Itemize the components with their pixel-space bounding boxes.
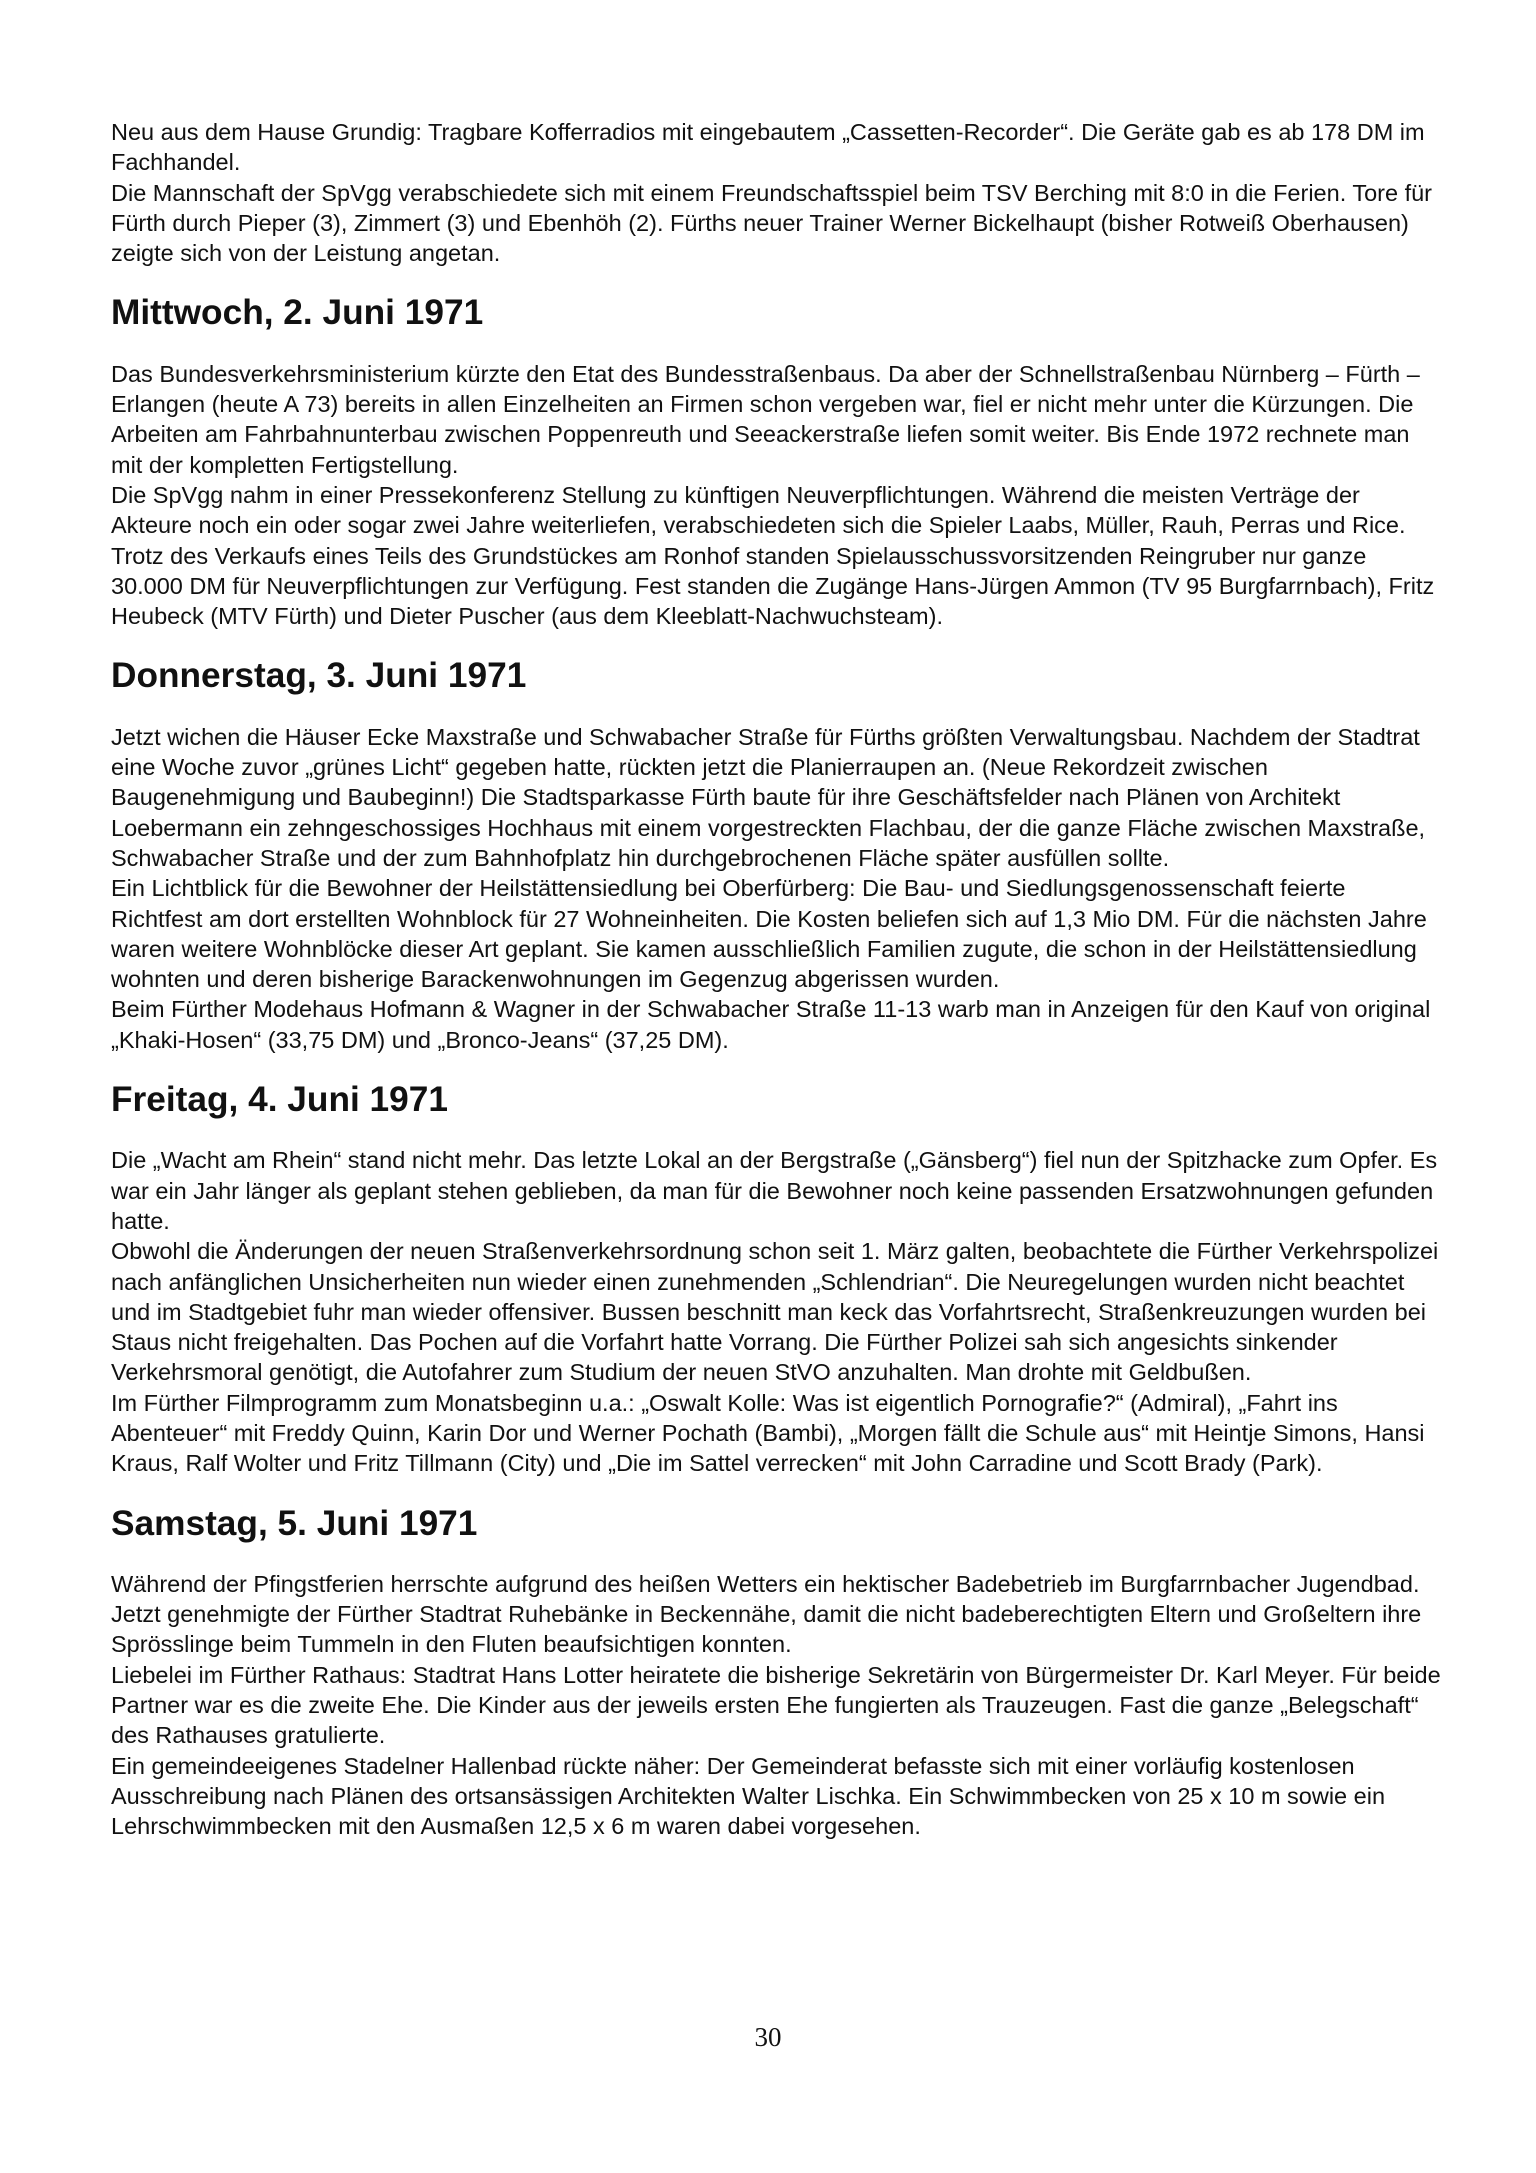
paragraph: Ein Lichtblick für die Bewohner der Heilstättensiedlung bei Oberfürberg: Die Bau- und Siedlungsgenossenschaft feierte Richtfest am dort erstellten Wohnblock für 27 Wohneinheiten. Die Kosten beliefen sich auf 1,3 Mio DM. Für die nächsten Jahre waren weitere Wohnblöcke dieser Art geplant. Sie kamen ausschließlich Familien zugute, die schon in der Heilstättensiedlung wohnten und deren bisherige Barackenwohnungen im Gegenzug abgerissen wurden. [111,875,1427,993]
paragraph: Das Bundesverkehrsministerium kürzte den Etat des Bundesstraßenbaus. Da aber der Schnellstraßenbau Nürnberg – Fürth – Erlangen (heute A 73) bereits in allen Einzelheiten an Firmen schon vergeben war, fiel er nicht mehr unter die Kürzungen. Die Arbeiten am Fahrbahnunterbau zwischen Poppenreuth und Seeackerstraße liefen somit weiter. Bis Ende 1972 rechnete man mit der kompletten Fertigstellung. [111,360,1420,478]
paragraph: Obwohl die Änderungen der neuen Straßenverkehrsordnung schon seit 1. März galten, beobachtete die Fürther Verkehrspolizei nach anfänglichen Unsicherheiten nun wieder einen zunehmenden „Schlendrian“. Die Neuregelungen wurden nicht beachtet und im Stadtgebiet fuhr man wieder offensiver. Bussen beschnitt man keck das Vorfahrtsrecht, Straßenkreuzungen wurden bei Staus nicht freigehalten. Das Pochen auf die Vorfahrt hatte Vorrang. Die Fürther Polizei sah sich angesichts sinkender Verkehrsmoral genötigt, die Autofahrer zum Studium der neuen StVO anzuhalten. Man drohte mit Geldbußen. [111,1238,1439,1386]
paragraph: Ein gemeindeeigenes Stadelner Hallenbad rückte näher: Der Gemeinderat befasste sich mit einer vorläufig kostenlosen Ausschreibung nach Plänen des ortsansässigen Architekten Walter Lischka. Ein Schwimmbecken von 25 x 10 m sowie ein Lehrschwimmbecken mit den Ausmaßen 12,5 x 6 m waren dabei vorgesehen. [111,1752,1386,1840]
intro-paragraph: Neu aus dem Hause Grundig: Tragbare Kofferradios mit eingebautem „Cassetten-Recorder“. Die Geräte gab es ab 178 DM im Fachhandel. [111,119,1425,176]
paragraph: Liebelei im Fürther Rathaus: Stadtrat Hans Lotter heiratete die bisherige Sekretärin von Bürgermeister Dr. Karl Meyer. Für beide Partner war es die zweite Ehe. Die Kinder aus der jeweils ersten Ehe fungierten als Trauzeugen. Fast die ganze „Belegschaft“ des Rathauses gratulierte. [111,1661,1441,1749]
paragraph: Während der Pfingstferien herrschte aufgrund des heißen Wetters ein hektischer Badebetrieb im Burgfarrnbacher Jugendbad. Jetzt genehmigte der Fürther Stadtrat Ruhebänke in Beckennähe, damit die nicht badeberechtigten Eltern und Großeltern ihre Sprösslinge beim Tummeln in den Fluten beaufsichtigen konnten. [111,1570,1422,1658]
date-heading: Mittwoch, 2. Juni 1971 [111,293,484,333]
paragraph: Die SpVgg nahm in einer Pressekonferenz Stellung zu künftigen Neuverpflichtungen. Während die meisten Verträge der Akteure noch ein oder sogar zwei Jahre weiterliefen, verabschiedeten sich die Spieler Laabs, Müller, Rauh, Perras und Rice. Trotz des Verkaufs eines Teils des Grundstückes am Ronhof standen Spielausschussvorsitzenden Reingruber nur ganze 30.000 DM für Neuverpflichtungen zur Verfügung. Fest standen die Zugänge Hans-Jürgen Ammon (TV 95 Burgfarrnbach), Fritz Heubeck (MTV Fürth) und Dieter Puscher (aus dem Kleeblatt-Nachwuchsteam). [111,481,1435,630]
paragraph: Beim Fürther Modehaus Hofmann & Wagner in der Schwabacher Straße 11-13 warb man in Anzeigen für den Kauf von original „Khaki-Hosen“ (33,75 DM) und „Bronco-Jeans“ (37,25 DM). [111,996,1431,1053]
paragraph: Im Fürther Filmprogramm zum Monatsbeginn u.a.: „Oswalt Kolle: Was ist eigentlich Pornografie?“ (Admiral), „Fahrt ins Abenteuer“ mit Freddy Quinn, Karin Dor und Werner Pochath (Bambi), „Morgen fällt die Schule aus“ mit Heintje Simons, Hansi Kraus, Ralf Wolter und Fritz Tillmann (City) und „Die im Sattel verrecken“ mit John Carradine und Scott Brady (Park). [111,1389,1425,1477]
intro-paragraph: Die Mannschaft der SpVgg verabschiedete sich mit einem Freundschaftsspiel beim TSV Berching mit 8:0 in die Ferien. Tore für Fürth durch Pieper (3), Zimmert (3) und Ebenhöh (2). Fürths neuer Trainer Werner Bickelhaupt (bisher Rotweiß Oberhausen) zeigte sich von der Leistung angetan. [111,179,1432,267]
date-heading: Freitag, 4. Juni 1971 [111,1080,448,1120]
page-number: 30 [754,2022,782,2052]
paragraph: Jetzt wichen die Häuser Ecke Maxstraße und Schwabacher Straße für Fürths größten Verwaltungsbau. Nachdem der Stadtrat eine Woche zuvor „grünes Licht“ gegeben hatte, rückten jetzt die Planierraupen an. (Neue Rekordzeit zwischen Baugenehmigung und Baubeginn!) Die Stadtsparkasse Fürth baute für ihre Geschäftsfelder nach Plänen von Architekt Loebermann ein zehngeschossiges Hochhaus mit einem vorgestreckten Flachbau, der die ganze Fläche zwischen Maxstraße, Schwabacher Straße und der zum Bahnhofplatz hin durchgebrochenen Fläche später ausfüllen sollte. [111,723,1426,871]
date-heading: Samstag, 5. Juni 1971 [111,1503,478,1543]
date-heading: Donnerstag, 3. Juni 1971 [111,656,527,696]
paragraph: Die „Wacht am Rhein“ stand nicht mehr. Das letzte Lokal an der Bergstraße („Gänsberg“) fiel nun der Spitzhacke zum Opfer. Es war ein Jahr länger als geplant stehen geblieben, da man für die Bewohner noch keine passenden Ersatzwohnungen gefunden hatte. [111,1147,1438,1234]
document-body [111,117,1441,1842]
